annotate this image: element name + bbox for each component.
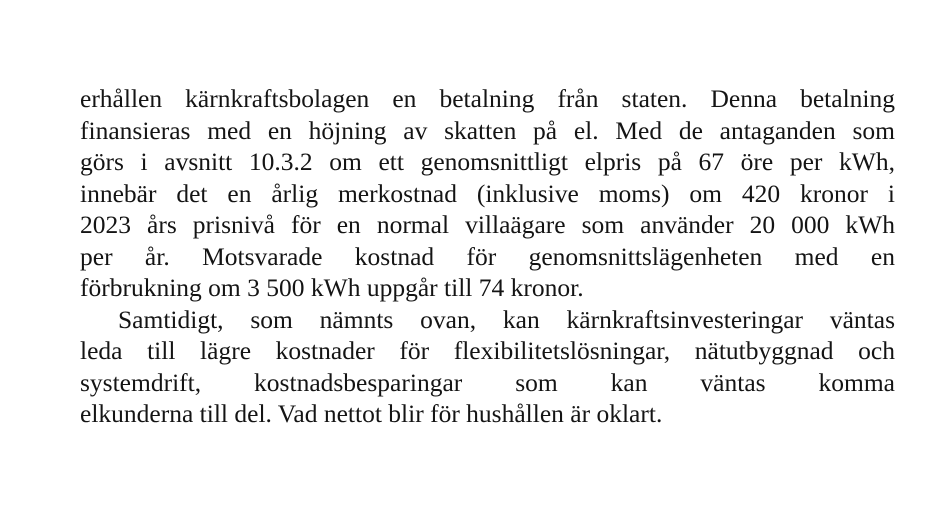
text-line: görs i avsnitt 10.3.2 om ett genomsnittligt elpris på 67 öre per kWh, <box>80 147 895 176</box>
text-line: 2023 års prisnivå för en normal villaägare som använder 20 000 kWh <box>80 210 895 239</box>
text-line: elkunderna till del. Vad nettot blir för hushållen är oklart. <box>80 399 663 428</box>
text-line: innebär det en årlig merkostnad (inklusive moms) om 420 kronor i <box>80 178 895 208</box>
text-line: förbrukning om 3 500 kWh uppgår till 74 kronor. <box>80 273 584 302</box>
document-body <box>80 83 895 430</box>
text-line: leda till lägre kostnader för flexibilitetslösningar, nätutbyggnad och <box>80 336 895 365</box>
paragraph-net-effect <box>80 304 895 430</box>
text-line: per år. Motsvarade kostnad för genomsnittslägenheten med en <box>80 241 895 271</box>
text-line: finansieras med en höjning av skatten på el. Med de antaganden som <box>80 115 895 145</box>
text-line: Samtidigt, som nämnts ovan, kan kärnkraftsinvesteringar väntas <box>118 304 895 334</box>
paragraph-payment-financing <box>80 83 895 304</box>
text-line: systemdrift, kostnadsbesparingar som kan väntas komma <box>80 367 895 397</box>
text-line: erhållen kärnkraftsbolagen en betalning från staten. Denna betalning <box>80 84 895 113</box>
